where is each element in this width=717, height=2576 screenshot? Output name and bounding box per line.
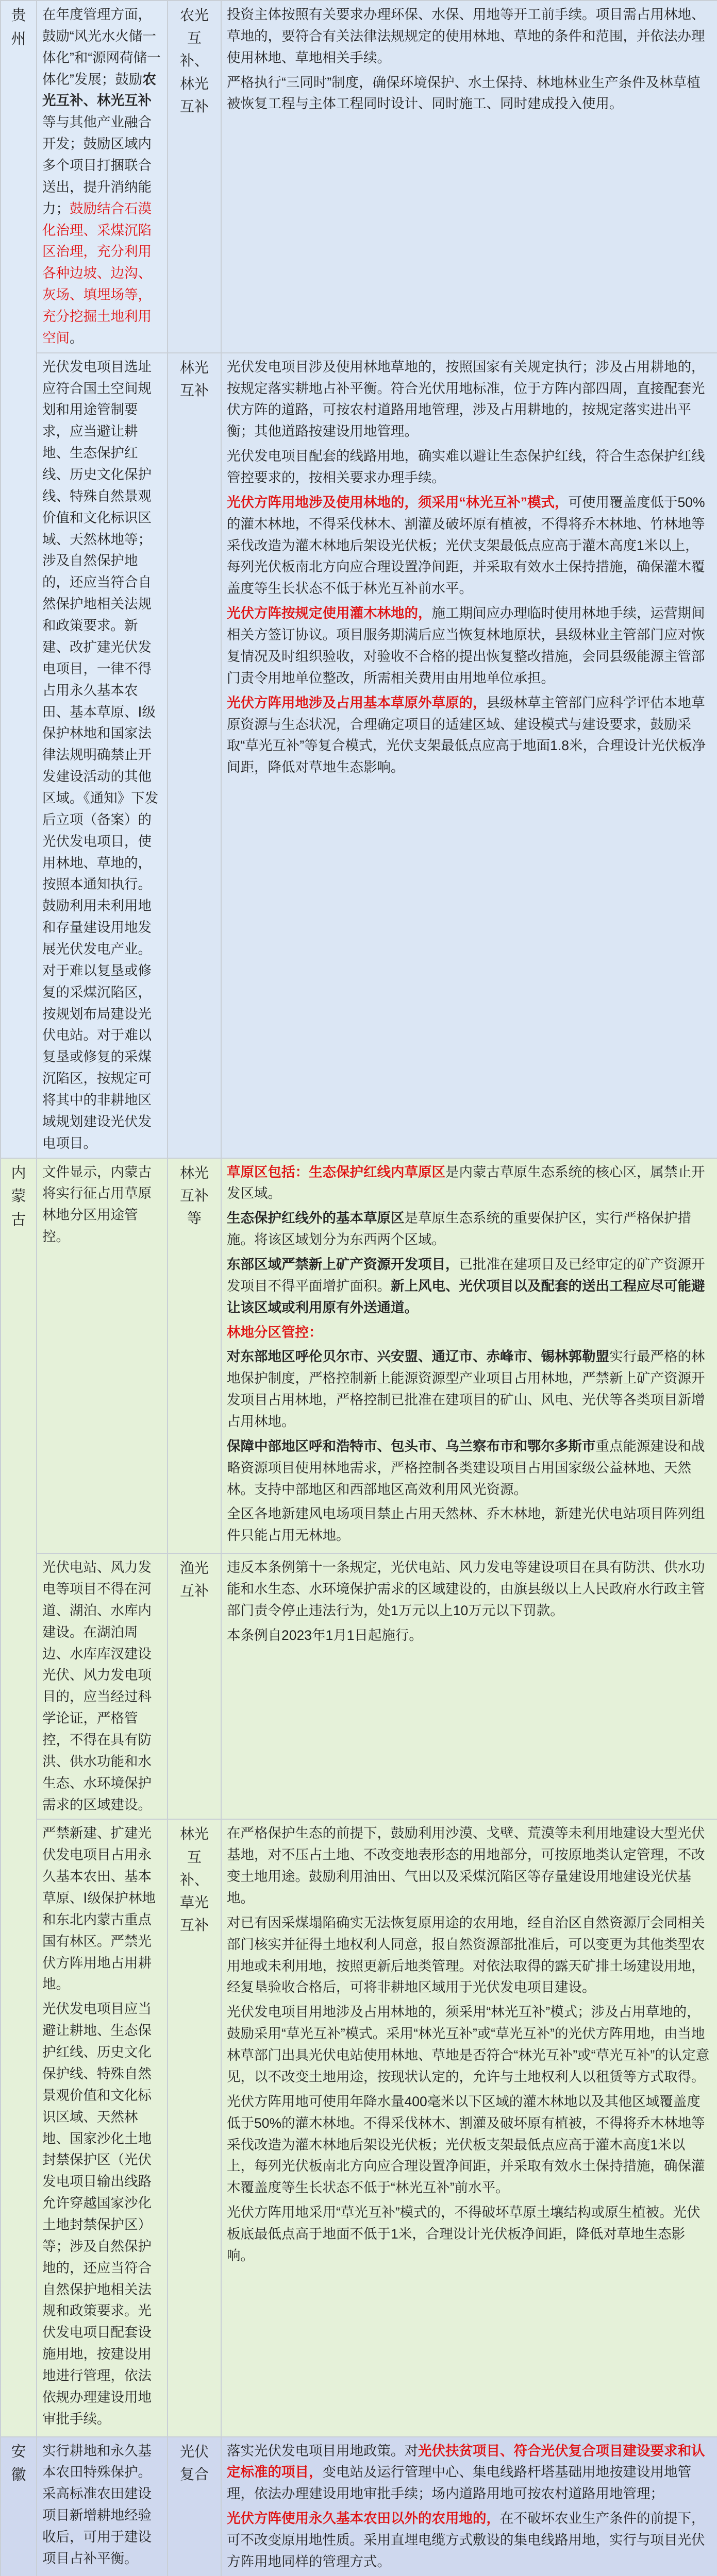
requirement-text: 实行耕地和永久基本农田特殊保护。采高标准农田建设项目新增耕地经验收后，可用于建设项目占补平衡。 <box>42 2443 152 2566</box>
mode-cell <box>168 2437 221 2576</box>
detail-paragraph <box>227 1436 712 1501</box>
guizhou-row-1 <box>1 1 717 353</box>
requirement-text-bold: 农光互补、林光互补 <box>42 71 156 109</box>
detail-text: 光伏方阵用地可使用年降水量400毫米以下区域的灌木林地以及其他区域覆盖度低于50%的灌木林地。不得采伐林木、割灌及破坏原有植被，不得将乔木林地等采伐改造为灌木林地后架设光伏板；光伏板支架最低点应高于灌木高度1米以上，每列光伏板南北方向应合理设置净间距，并采取有效水土保持措施，确保灌木覆盖度等生长状态不低于“林光互补”前水平。 <box>227 2093 705 2196</box>
detail-text: 光伏方阵用地采用“草光互补”模式的，不得破坏草原土壤结构或原生植被。光伏板底最低点高于地面不低于1米，合理设计光伏板净间距，降低对草地生态影响。 <box>227 2205 701 2263</box>
detail-cell <box>221 1819 717 2436</box>
province-name: 内蒙古 <box>11 1164 26 1229</box>
mode-cell <box>168 1158 221 1554</box>
detail-text: 全区各地新建风电场项目禁止占用天然林、乔木林地，新建光伏电站项目阵列组件只能占用无林地。 <box>227 1506 705 1544</box>
inner-mongolia-row-3 <box>1 1819 717 2436</box>
detail-paragraph <box>227 1208 712 1251</box>
requirement-text: 。 <box>70 330 84 346</box>
detail-paragraph <box>227 1823 712 1909</box>
detail-text-highlight: 草原区包括：生态保护红线内草原区 <box>227 1164 445 1180</box>
detail-text-bold: 对东部地区呼伦贝尔市、兴安盟、通辽市、赤峰市、锡林郭勒盟 <box>227 1349 609 1365</box>
detail-text: 严格执行“三同时”制度，确保环境保护、水土保持、林地林业生产条件及林草植被恢复工程与主体工程同时设计、同时施工、同时建成投入使用。 <box>227 74 701 112</box>
detail-paragraph <box>227 4 712 69</box>
guizhou-row-2 <box>1 353 717 1158</box>
detail-text: 县级林草主管部门应科学评估本地草原资源与生态状况，合理确定项目的适建区域、建设模式与建设要求，鼓励采取“草光互补”等复合模式，光伏支架最低点应高于地面1.8米，合理设计光伏板净间距，降低对草地生态影响。 <box>227 694 706 775</box>
detail-text: 光伏发电项目用地涉及占用林地的，须采用“林光互补”模式；涉及占用草地的，鼓励采用“草光互补”模式。采用“林光互补”或“草光互补”的光伏方阵用地，由当地林草部门出具光伏电站使用林地、草地是否符合“林光互补”或“草光互补”的认定意见，以不改变土地用途，按现状认定的，允许与土地权利人以租赁等方式取得。 <box>227 2004 710 2084</box>
requirement-cell <box>37 2437 168 2576</box>
requirement-text-highlight: 鼓励结合石漠化治理、采煤沉陷区治理，充分利用各种边坡、边沟、灰场、填埋场等，充分挖掘土地利用空间 <box>42 200 152 346</box>
mode-label: 林光互补等 <box>179 1164 209 1227</box>
mode-cell <box>168 353 221 1158</box>
requirement-paragraph <box>42 1823 162 1995</box>
province-name: 贵州 <box>11 7 26 47</box>
detail-text: 是草原生态系统的重要保护区，实行严格保护措施。将该区域划分为东西两个区域。 <box>227 1210 691 1248</box>
detail-paragraph <box>227 2202 712 2267</box>
detail-paragraph <box>227 492 712 600</box>
inner-mongolia-row-1 <box>1 1158 717 1554</box>
detail-text-highlight: 光伏方阵按规定使用灌木林地的， <box>227 605 432 621</box>
detail-paragraph <box>227 2508 712 2573</box>
mode-cell <box>168 1 221 353</box>
policy-table-body <box>1 1 717 2576</box>
detail-paragraph <box>227 1346 712 1432</box>
province-cell <box>1 1 37 1158</box>
detail-text: 在不破坏农业生产条件的前提下，可不改变原用地性质。采用直埋电缆方式敷设的集电线路用地，实行与项目光伏方阵用地同样的管理方式。 <box>227 2511 705 2569</box>
requirement-text: 光伏发电项目应当避让耕地、生态保护红线、历史文化保护线、特殊自然景观价值和文化标识区域、天然林地、国家沙化土地封禁保护区（光伏发电项目输出线路允许穿越国家沙化土地封禁保护区）等；涉及自然保护地的，还应当符合自然保护地相关法规和政策要求。光伏发电项目配套设施用地，按建设用地进行管理，依法依规办理建设用地审批手续。 <box>42 2001 152 2427</box>
province-cell <box>1 2437 37 2576</box>
detail-text-highlight: 光伏方阵用地涉及使用林地的，须采用“林光互补”模式， <box>227 494 569 510</box>
detail-text-bold: 保障中部地区呼和浩特市、包头市、乌兰察布市和鄂尔多斯市 <box>227 1438 596 1454</box>
mode-label: 渔光互补 <box>179 1560 209 1599</box>
requirement-cell <box>37 1553 168 1819</box>
requirement-text: 严禁新建、扩建光伏发电项目占用永久基本农田、基本草原、Ⅰ级保护林地和东北内蒙古重点国有林区。严禁光伏方阵用地占用耕地。 <box>42 1825 156 1992</box>
detail-paragraph <box>227 1322 712 1344</box>
detail-paragraph <box>227 2091 712 2199</box>
detail-paragraph <box>227 72 712 115</box>
detail-paragraph <box>227 1162 712 1205</box>
detail-text-bold: 生态保护红线外的基本草原区 <box>227 1210 405 1226</box>
detail-paragraph <box>227 1625 712 1647</box>
detail-cell <box>221 1553 717 1819</box>
detail-cell <box>221 2437 717 2576</box>
mode-cell <box>168 1553 221 1819</box>
requirement-paragraph <box>42 2573 162 2576</box>
mode-label: 光伏复合 <box>179 2443 209 2482</box>
mode-label: 林光互补 <box>179 359 209 398</box>
detail-paragraph <box>227 1254 712 1319</box>
requirement-paragraph <box>42 2441 162 2570</box>
detail-text: 光伏发电项目配套的线路用地，确实难以避让生态保护红线，符合生态保护红线管控要求的，按相关要求办理手续。 <box>227 448 705 486</box>
anhui-row-1 <box>1 2437 717 2576</box>
detail-text: 对已有因采煤塌陷确实无法恢复原用途的农用地，经自治区自然资源厅会同相关部门核实并征得土地权利人同意，报自然资源部批准后，可以变更为其他类型农用地或未利用地，按照更新后地类管理。对依法取得的露天矿排土场建设用地，经复垦验收合格后，可将非耕地区域用于光伏发电项目建设。 <box>227 1914 705 1995</box>
mode-cell <box>168 1819 221 2436</box>
detail-text: 投资主体按照有关要求办理环保、水保、用地等开工前手续。项目需占用林地、草地的，要符合有关法律法规规定的使用林地、草地的条件和范围，并依法办理使用林地、草地相关手续。 <box>227 7 705 65</box>
detail-text-highlight: 光伏方阵用地涉及占用基本草原外草原的， <box>227 694 487 710</box>
detail-text-highlight: 光伏扶贫项目、符合光伏复合项目建设要求和认定标准的项目， <box>227 2443 705 2480</box>
detail-text: 实行最严格的林地保护制度，严格控制新上能源资源型产业项目占用林地，严禁新上矿产资源开发项目占用林地，严格控制已批准在建项目的矿山、风电、光伏等各类项目新增占用林地。 <box>227 1349 705 1429</box>
requirement-paragraph <box>42 1998 162 2430</box>
detail-text: 变电站及运行管理中心、集电线路杆塔基础用地按建设用地管理，依法办理建设用地审批手续；场内道路用地可按农村道路用地管理； <box>227 2464 691 2502</box>
requirement-cell <box>37 1819 168 2436</box>
detail-paragraph <box>227 2441 712 2505</box>
requirement-text: 光伏电站、风力发电等项目不得在河道、湖泊、水库内建设。在湖泊周边、水库库汊建设光伏、风力发电项目的，应当经过科学论证，严格管控，不得在具有防洪、供水功能和水生态、水环境保护需求的区域建设。 <box>42 1560 152 1812</box>
requirement-text: 等与其他产业融合开发；鼓励区域内多个项目打捆联合送出，提升消纳能力； <box>42 114 152 216</box>
detail-paragraph <box>227 2002 712 2088</box>
detail-cell <box>221 1158 717 1554</box>
detail-text-highlight: 光伏方阵使用永久基本农田以外的农用地的， <box>227 2511 500 2527</box>
detail-text: 是内蒙古草原生态系统的核心区，属禁止开发区域。 <box>227 1164 705 1201</box>
detail-text-bold: 新上风电、光伏项目以及配套的送出工程应尽可能避让该区域或利用原有外送通道。 <box>227 1278 705 1315</box>
requirement-text: 文件显示，内蒙古将实行征占用草原林地分区用途管控。 <box>42 1164 152 1245</box>
detail-cell <box>221 353 717 1158</box>
inner-mongolia-row-2 <box>1 1553 717 1819</box>
detail-cell <box>221 1 717 353</box>
mode-label: 林光互补、草光互补 <box>179 1826 209 1934</box>
requirement-text: 在年度管理方面，鼓励“风光水火储一体化”和“源网荷储一体化”发展；鼓励 <box>42 7 161 87</box>
requirement-cell <box>37 1 168 353</box>
mode-label: 农光互补、林光互补 <box>179 7 209 114</box>
detail-paragraph <box>227 1912 712 1998</box>
detail-text-highlight: 林地分区管控： <box>227 1324 323 1340</box>
detail-paragraph <box>227 692 712 778</box>
detail-text: 本条例自2023年1月1日起施行。 <box>227 1627 423 1643</box>
detail-text: 光伏发电项目涉及使用林地草地的，按照国家有关规定执行；涉及占用耕地的，按规定落实耕地占补平衡。符合光伏用地标准，位于方阵内部四周，直接配套光伏方阵的道路，可按农村道路用地管理，涉及占用耕地的，按规定落实进出平衡；其他道路按建设用地管理。 <box>227 359 705 439</box>
detail-text: 已批准在建项目及已经审定的矿产资源开发项目不得平面增扩面积。 <box>227 1256 705 1294</box>
requirement-text: 光伏发电项目选址应符合国土空间规划和用途管制要求，应当避让耕地、生态保护红线、历史文化保护线、特殊自然景观价值和文化标识区域、天然林地等；涉及自然保护地的，还应当符合自然保护地相关法规和政策要求。新建、改扩建光伏发电项目，一律不得占用永久基本农田、基本草原、Ⅰ级保护林地和国家法律法规明确禁止开发建设活动的其他区域。《通知》下发后立项（备案）的光伏发电项目，使用林地、草地的，按照本通知执行。鼓励利用未利用地和存量建设用地发展光伏发电产业。对于难以复垦或修复的采煤沉陷区，按规划布局建设光伏电站。对于难以复垦或修复的采煤沉陷区，按规定可将其中的非耕地区域规划建设光伏发电项目。 <box>42 359 159 1151</box>
detail-text: 重点能源建设和战略资源项目使用林地需求，严格控制各类建设项目占用国家级公益林地、天然林。支持中部地区和西部地区高效利用风光资源。 <box>227 1438 705 1497</box>
requirement-cell <box>37 353 168 1158</box>
detail-paragraph <box>227 357 712 443</box>
detail-text: 落实光伏发电项目用地政策。对 <box>227 2443 418 2459</box>
requirement-cell <box>37 1158 168 1554</box>
detail-text: 施工期间应办理临时使用林地手续，运营期间相关方签订协议。项目服务期满后应当恢复林地原状，县级林业主管部门应对恢复情况及时组织验收，对验收不合格的提出恢复整改措施，会同县级能源主管部门责令用地单位整改，所需相关费用由用地单位承担。 <box>227 605 705 686</box>
detail-paragraph <box>227 603 712 689</box>
detail-paragraph <box>227 1557 712 1622</box>
province-name: 安徽 <box>11 2443 26 2484</box>
detail-text-bold: 东部区域严禁新上矿产资源开发项目， <box>227 1256 459 1272</box>
detail-paragraph <box>227 1503 712 1547</box>
detail-text: 可使用覆盖度低于50%的灌木林地，不得采伐林木、割灌及破坏原有植被，不得将乔木林地、竹林地等采伐改造为灌木林地后架设光伏板；光伏支架最低点应高于灌木高度1米以上，每列光伏板南北方向应合理设置净间距，并采取有效水土保持措施，确保灌木覆盖度等生长状态不低于林光互补前水平。 <box>227 494 705 597</box>
detail-text: 在严格保护生态的前提下，鼓励利用沙漠、戈壁、荒漠等未利用地建设大型光伏基地，对不压占土地、不改变地表形态的用地部分，可按原地类认定管理，不改变土地用途。鼓励利用油田、气田以及采煤沉陷区等存量建设用地建设光伏基地。 <box>227 1825 705 1906</box>
detail-text: 违反本条例第十一条规定，光伏电站、风力发电等建设项目在具有防洪、供水功能和水生态、水环境保护需求的区域建设的，由旗县级以上人民政府水行政主管部门责令停止违法行为，处1万元以上10万元以下罚款。 <box>227 1560 705 1618</box>
province-cell <box>1 1158 37 2437</box>
detail-paragraph <box>227 446 712 489</box>
